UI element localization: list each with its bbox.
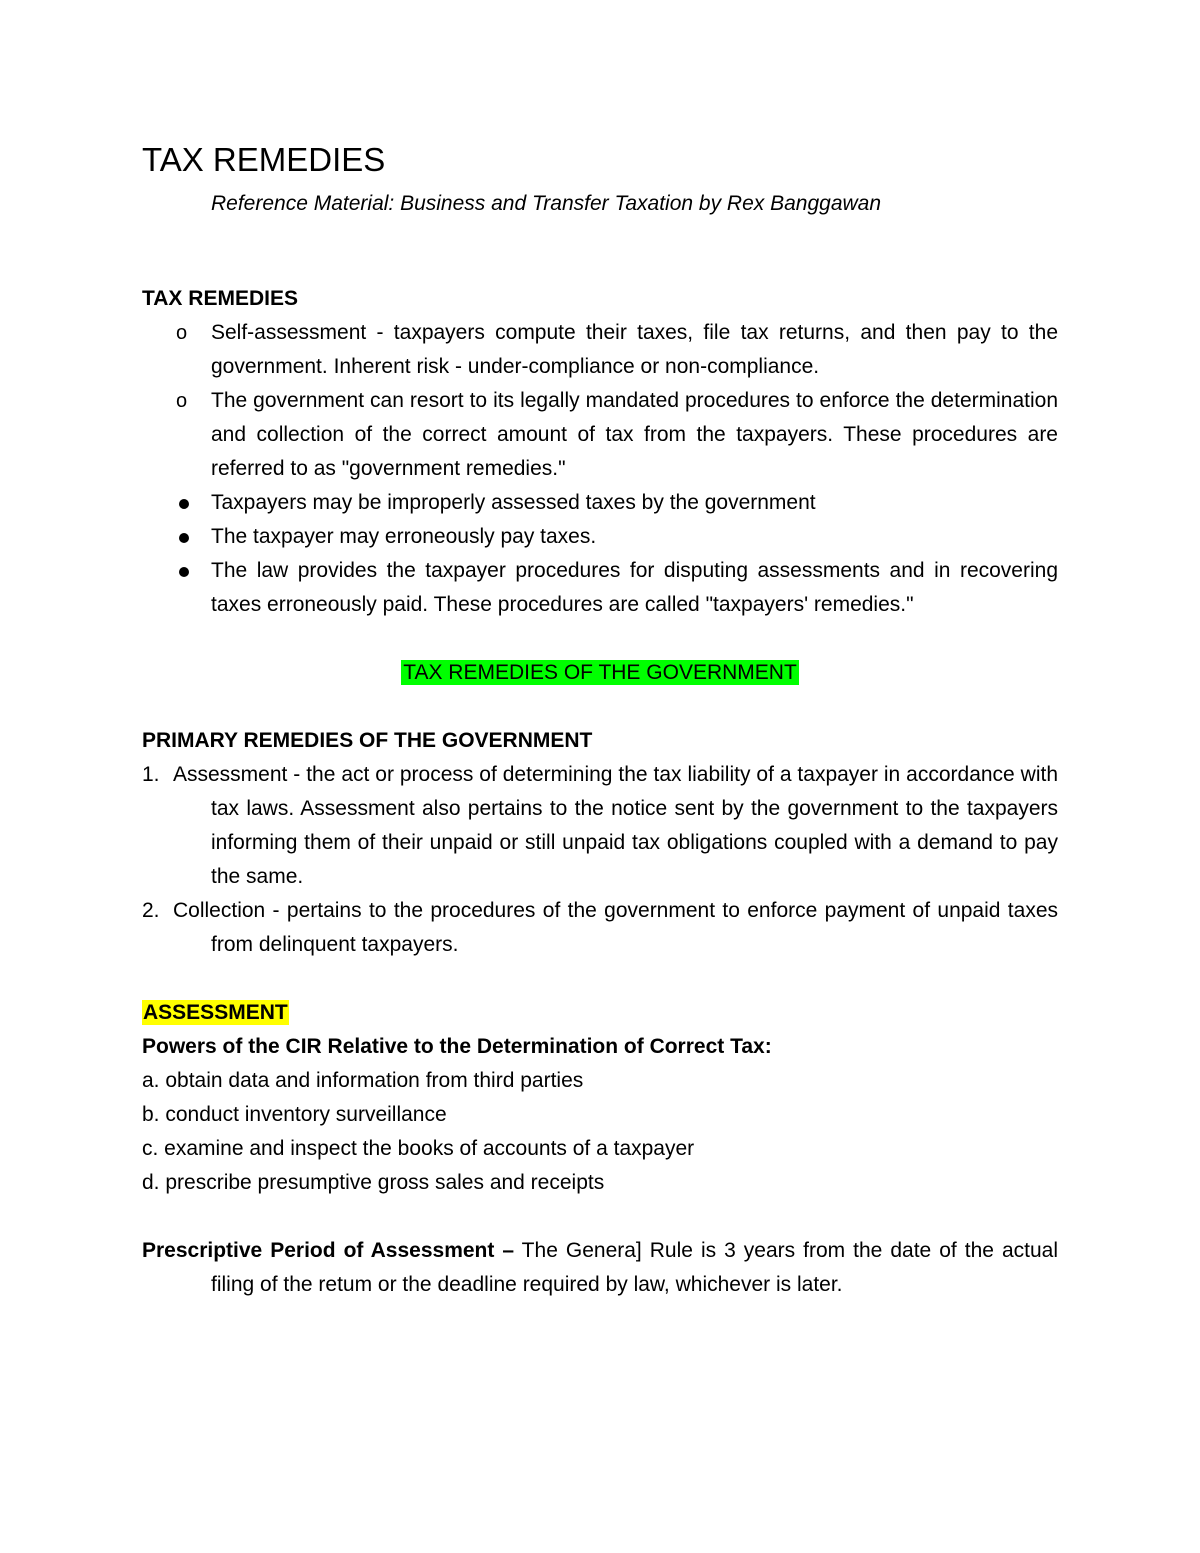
powers-list (142, 1064, 1058, 1200)
list-item-text: The taxpayer may erroneously pay taxes. (211, 525, 597, 548)
primary-remedies-heading: PRIMARY REMEDIES OF THE GOVERNMENT (142, 729, 593, 752)
government-remedies-heading: TAX REMEDIES OF THE GOVERNMENT (403, 661, 797, 684)
list-item (142, 758, 1058, 894)
bullet-icon (179, 499, 189, 509)
reference-line: Reference Material: Business and Transfer Taxation by Rex Banggawan (211, 192, 882, 215)
list-item: a. obtain data and information from third parties (142, 1069, 584, 1092)
circle-marker-icon: o (176, 390, 188, 412)
tax-remedies-list (142, 316, 1058, 622)
list-item-number: 1. (142, 763, 160, 786)
assessment-heading: ASSESSMENT (143, 1001, 288, 1024)
list-item (142, 520, 1058, 554)
list-item (142, 894, 1058, 962)
list-item (142, 384, 1058, 486)
document-content (142, 136, 1058, 1302)
government-heading-line (142, 656, 1058, 690)
list-item-number: 2. (142, 899, 160, 922)
list-item-text: Collection - pertains to the procedures of the government to enforce payment of unpaid taxes from delinquent taxpayers. (173, 899, 1058, 956)
bullet-icon (179, 533, 189, 543)
list-item-text: Taxpayers may be improperly assessed taxes by the government (211, 491, 816, 514)
list-item-text: The law provides the taxpayer procedures for disputing assessments and in recovering taxes erroneously paid. These procedures are called "taxpayers' remedies." (211, 559, 1058, 616)
list-item (142, 316, 1058, 384)
list-item: b. conduct inventory surveillance (142, 1103, 447, 1126)
page-title: TAX REMEDIES (142, 141, 386, 178)
list-item-text: The government can resort to its legally mandated procedures to enforce the determination and collection of the correct amount of tax from the taxpayers. These procedures are referred to as "government remedies." (211, 389, 1058, 480)
primary-remedies-list (142, 758, 1058, 962)
circle-marker-icon: o (176, 322, 188, 344)
bullet-icon (179, 567, 189, 577)
assessment-heading-line (142, 996, 1058, 1030)
list-item (142, 486, 1058, 520)
list-item (142, 554, 1058, 622)
list-item-text: Self-assessment - taxpayers compute their taxes, file tax returns, and then pay to the government. Inherent risk - under-compliance or non-compliance. (211, 321, 1058, 378)
prescriptive-period-text: The Genera] Rule is 3 years from the date of the actual filing of the retum or the deadline required by law, whichever is later. (211, 1239, 1058, 1296)
prescriptive-period-paragraph (142, 1234, 1058, 1302)
prescriptive-period-label: Prescriptive Period of Assessment – (142, 1239, 515, 1262)
list-item: d. prescribe presumptive gross sales and receipts (142, 1171, 605, 1194)
list-item: c. examine and inspect the books of accounts of a taxpayer (142, 1137, 695, 1160)
list-item-text: Assessment - the act or process of determining the tax liability of a taxpayer in accordance with tax laws. Assessment also pertains to the notice sent by the government to the taxpayers informing them of their unpaid or still unpaid tax obligations coupled with a demand to pay the same. (173, 763, 1058, 888)
powers-heading: Powers of the CIR Relative to the Determination of Correct Tax: (142, 1035, 772, 1058)
section-heading-tax-remedies: TAX REMEDIES (142, 287, 298, 310)
